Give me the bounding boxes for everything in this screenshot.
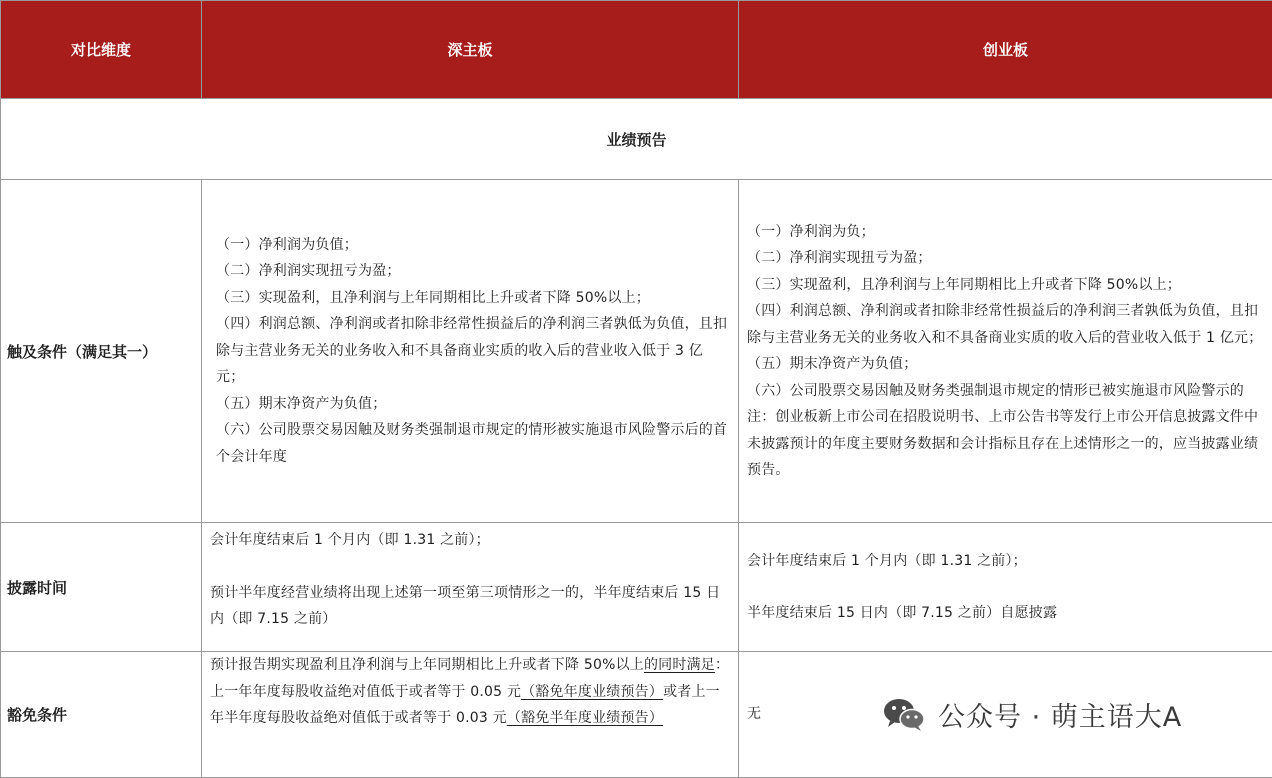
trigger-main-cell [202, 180, 739, 523]
exempt-main-cell [202, 652, 739, 778]
exempt-simultaneous: 的同时满足 [644, 657, 715, 673]
trigger-gem-note: 注：创业板新上市公司在招股说明书、上市公告书等发行上市公开信息披露文件中未披露预计的年度主要财务数据和会计指标且存在上述情形之一的，应当披露业绩预告。 [747, 404, 1264, 484]
exempt-annual-eps: ：上一年年度每股收益绝对值低于或者等于 0.05 元 [210, 657, 729, 700]
time-main-annual: 会计年度结束后 1 个月内（即 1.31 之前）； [210, 527, 730, 554]
exempt-annual-note: （豁免年度业绩预告） [521, 684, 663, 700]
trigger-main-item: （三）实现盈利，且净利润与上年同期相比上升或者下降 50%以上； [216, 285, 730, 312]
table-row-time [1, 523, 1272, 652]
exempt-condition: 预计报告期实现盈利且净利润与上年同期相比上升或者下降 50%以上 [210, 657, 644, 673]
trigger-main-item: （二）净利润实现扭亏为盈； [216, 258, 730, 285]
header-main-board: 深主板 [202, 1, 739, 99]
header-dimension: 对比维度 [1, 1, 202, 99]
header-row [1, 1, 1272, 99]
trigger-gem-item: （五）期末净资产为负值； [747, 351, 1264, 378]
trigger-main-item: （六）公司股票交易因触及财务类强制退市规定的情形被实施退市风险警示后的首个会计年度 [216, 417, 730, 470]
exempt-gem-cell: 无 [739, 652, 1272, 778]
time-main-cell [202, 523, 739, 652]
watermark-text: 公众号 · 萌主语大A [938, 695, 1182, 734]
trigger-gem-item: （六）公司股票交易因触及财务类强制退市规定的情形已被实施退市风险警示的 [747, 378, 1264, 405]
exempt-semi-eps: 或者上一年半年度每股收益绝对值低于或者等于 0.03 元 [210, 684, 720, 727]
table-row-trigger [1, 180, 1272, 523]
trigger-gem-item: （三）实现盈利，且净利润与上年同期相比上升或者下降 50%以上； [747, 272, 1264, 299]
trigger-gem-item: （四）利润总额、净利润或者扣除非经常性损益后的净利润三者孰低为负值，且扣除与主营业务无关的业务收入和不具备商业实质的收入后的营业收入低于 1 亿元； [747, 298, 1264, 351]
trigger-gem-cell [739, 180, 1272, 523]
time-gem-annual: 会计年度结束后 1 个月内（即 1.31 之前）； [747, 548, 1264, 575]
watermark [880, 694, 1182, 734]
trigger-main-item: （四）利润总额、净利润或者扣除非经常性损益后的净利润三者孰低为负值，且扣除与主营业务无关的业务收入和不具备商业实质的收入后的营业收入低于 3 亿元； [216, 311, 730, 391]
trigger-gem-item: （二）净利润实现扭亏为盈； [747, 245, 1264, 272]
trigger-main-item: （五）期末净资产为负值； [216, 391, 730, 418]
time-gem-semiannual: 半年度结束后 15 日内（即 7.15 之前）自愿披露 [747, 600, 1264, 627]
trigger-gem-item: （一）净利润为负； [747, 219, 1264, 246]
section-row [1, 99, 1272, 180]
exempt-main-text [210, 652, 730, 732]
row-label-exempt: 豁免条件 [1, 652, 202, 778]
row-label-trigger: 触及条件（满足其一） [1, 180, 202, 523]
section-title: 业绩预告 [1, 99, 1272, 180]
wechat-icon [880, 694, 928, 734]
row-label-time: 披露时间 [1, 523, 202, 652]
time-gem-cell [739, 523, 1272, 652]
header-gem-board: 创业板 [739, 1, 1272, 99]
trigger-main-item: （一）净利润为负值； [216, 232, 730, 259]
time-main-semiannual: 预计半年度经营业绩将出现上述第一项至第三项情形之一的，半年度结束后 15 日内（即 7.15 之前） [210, 580, 730, 633]
exempt-semi-note: （豁免半年度业绩预告） [507, 710, 663, 726]
